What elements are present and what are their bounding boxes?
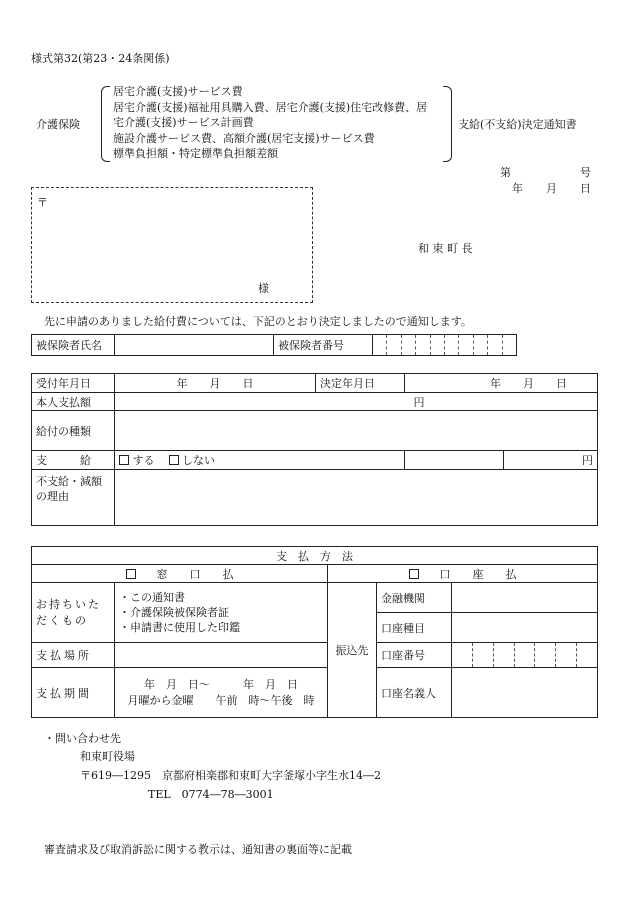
left-brace xyxy=(101,86,110,162)
account-pay-header xyxy=(328,565,598,583)
receipt-date-value: 年 月 日 xyxy=(115,374,316,393)
form-id: 様式第32(第23・24条関係) xyxy=(31,52,170,65)
acct-type-value xyxy=(452,613,598,643)
header-item: 宅介護(支援)サービス計画費 xyxy=(113,116,254,129)
benefit-type-value xyxy=(115,411,598,451)
address-box xyxy=(31,187,313,303)
header-item: 居宅介護(支援)福祉用具購入費、居宅介護(支援)住宅改修費、居 xyxy=(113,100,428,114)
date-day: 日 xyxy=(580,182,591,195)
bank-value xyxy=(452,583,598,613)
reason-value xyxy=(115,470,598,526)
date-year: 年 xyxy=(512,182,523,195)
transfer-label: 振込先 xyxy=(328,583,377,718)
account-pay-label: 口 座 払 xyxy=(439,567,517,581)
self-pay-label: 本人支払額 xyxy=(32,393,115,411)
header-items xyxy=(113,84,427,162)
header-item: 標準負担額・特定標準負担額差額 xyxy=(113,147,278,160)
benefit-type-label: 給付の種類 xyxy=(32,411,115,451)
issuer: 和 束 町 長 xyxy=(418,242,473,255)
place-value xyxy=(115,643,328,668)
payment-choice xyxy=(115,451,405,470)
number-dai: 第 xyxy=(500,166,511,179)
pay-table xyxy=(31,546,598,718)
acct-num-label: 口座番号 xyxy=(377,643,452,668)
acct-name-label: 口座名義人 xyxy=(377,668,452,718)
date-month: 月 xyxy=(546,182,557,195)
main-table xyxy=(31,373,598,526)
place-label: 支払場所 xyxy=(32,643,115,668)
bring-item: ・介護保険被保険者証 xyxy=(119,606,229,619)
receipt-date-label: 受付年月日 xyxy=(32,374,115,393)
decision-date-value: 年 月 日 xyxy=(405,374,598,393)
insured-number-value xyxy=(373,335,517,356)
period-value xyxy=(115,668,328,718)
period-line1: 年 月 日～ 年 月 日 xyxy=(144,677,298,691)
insured-name-label: 被保険者氏名 xyxy=(32,335,115,356)
intro-text: 先に申請のありました給付費については、下記のとおり決定しましたので通知します。 xyxy=(44,315,472,328)
notice-title: 支給(不支給)決定通知書 xyxy=(458,118,577,131)
acct-name-value xyxy=(452,668,598,718)
insured-table xyxy=(31,334,517,356)
self-pay-yen: 円 xyxy=(115,393,598,411)
reason-label: 不支給・減額の理由 xyxy=(32,470,115,526)
contact-tel: TEL 0774―78―3001 xyxy=(148,788,274,801)
bring-item: ・申請書に使用した印鑑 xyxy=(119,621,240,634)
sama-label: 様 xyxy=(258,282,269,295)
suru-checkbox[interactable] xyxy=(119,455,129,465)
payment-blank xyxy=(405,451,504,470)
acct-type-label: 口座種目 xyxy=(377,613,452,643)
bring-items xyxy=(115,583,328,643)
postal-mark: 〒 xyxy=(37,196,48,209)
right-brace xyxy=(443,86,452,162)
insured-name-value xyxy=(115,335,274,356)
window-pay-checkbox[interactable] xyxy=(126,569,136,579)
shinai-label: しない xyxy=(182,454,215,467)
footer-note: 審査請求及び取消訴訟に関する教示は、通知書の裏面等に記載 xyxy=(44,843,352,856)
contact-address: 〒619―1295 京都府相楽郡和束町大字釜塚小字生水14―2 xyxy=(80,769,381,782)
payment-label: 支 給 xyxy=(32,451,115,470)
pay-title: 支 払 方 法 xyxy=(32,547,598,565)
contact-office: 和束町役場 xyxy=(80,750,135,763)
window-pay-header xyxy=(32,565,328,583)
acct-num-value xyxy=(452,643,598,668)
header-item: 施設介護サービス費、高額介護(居宅支援)サービス費 xyxy=(113,131,375,145)
insured-number-label: 被保険者番号 xyxy=(274,335,373,356)
suru-label: する xyxy=(132,454,155,467)
contact-heading: ・問い合わせ先 xyxy=(44,732,121,745)
bank-label: 金融機関 xyxy=(377,583,452,613)
account-pay-checkbox[interactable] xyxy=(409,569,419,579)
payment-yen: 円 xyxy=(504,451,598,470)
shinai-checkbox[interactable] xyxy=(169,455,179,465)
window-pay-label: 窓 口 払 xyxy=(156,567,234,581)
period-line2: 月曜から金曜 午前 時～午後 時 xyxy=(127,693,315,707)
decision-date-label: 決定年月日 xyxy=(316,374,405,393)
bring-label: お持ちいただくもの xyxy=(32,583,115,643)
kaigo-label: 介護保険 xyxy=(36,118,80,131)
period-label: 支払期間 xyxy=(32,668,115,718)
header-item: 居宅介護(支援)サービス費 xyxy=(113,85,243,98)
bring-item: ・この通知書 xyxy=(119,591,185,604)
number-go: 号 xyxy=(580,166,591,179)
